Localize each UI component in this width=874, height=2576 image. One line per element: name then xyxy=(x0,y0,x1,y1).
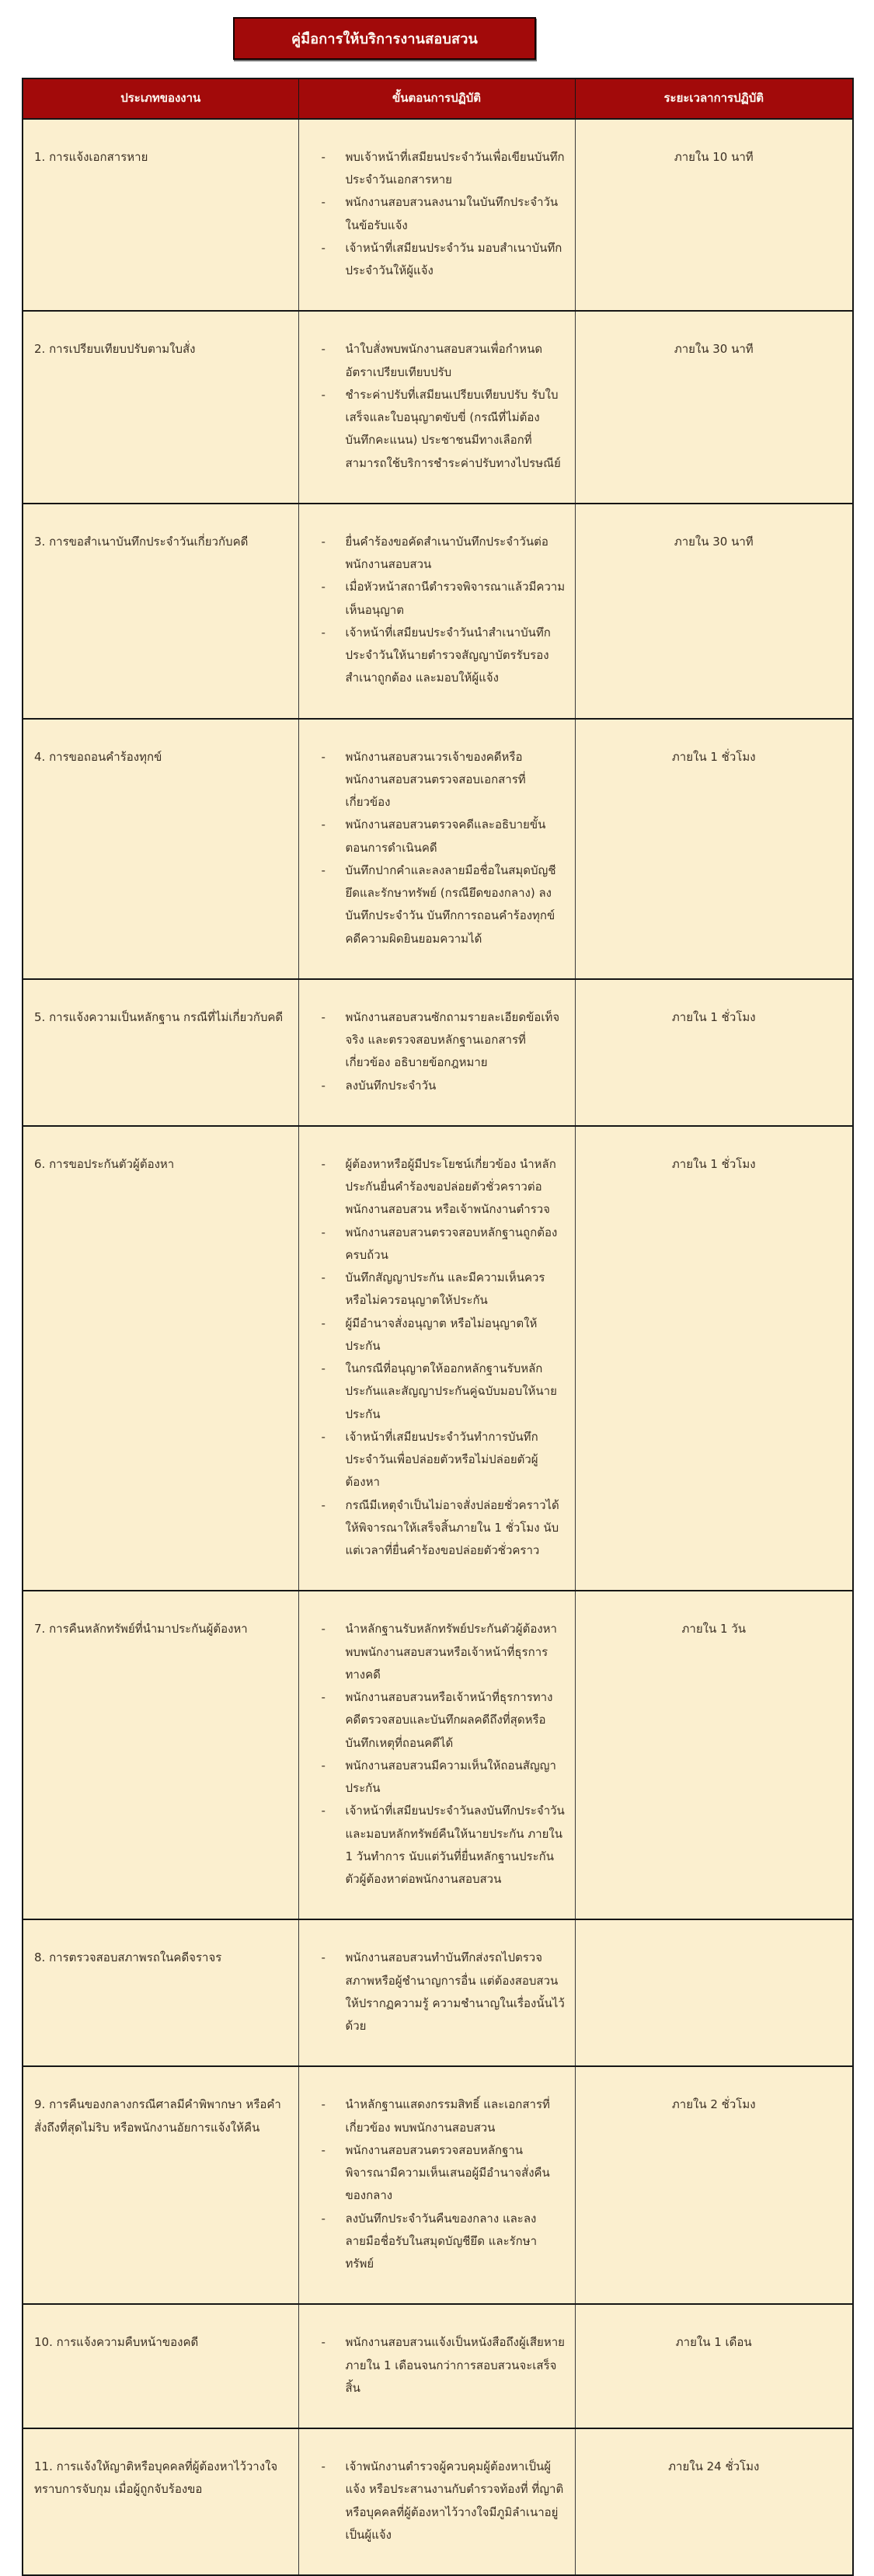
steps-cell xyxy=(298,2428,575,2575)
step-item xyxy=(312,1426,566,1494)
duration-cell xyxy=(575,119,853,312)
step-item xyxy=(312,576,566,622)
dash-bullet: - xyxy=(321,342,326,357)
work-type-cell xyxy=(23,1591,298,1919)
duration: ภายใน 2 ชั่วโมง xyxy=(671,2097,756,2112)
step-item xyxy=(312,1006,566,1075)
step-text: นำหลักฐานรับหลักทรัพย์ประกันตัวผู้ต้องหา พบพนักงานสอบสวนหรือเจ้าหน้าที่ธุรการทางคดี xyxy=(345,1622,557,1682)
step-text: ผู้ต้องหาหรือผู้มีประโยชน์เกี่ยวข้อง นำหลักประกันยื่นคำร้องขอปล่อยตัวชั่วคราวต่อพนักงานสอบสวน หรือเจ้าพนักงานตำรวจ xyxy=(345,1156,556,1217)
steps-cell xyxy=(298,1591,575,1919)
dash-bullet: - xyxy=(321,195,326,210)
dash-bullet: - xyxy=(321,2211,326,2226)
duration-cell xyxy=(575,311,853,504)
duration-cell xyxy=(575,719,853,979)
duration-cell xyxy=(575,2304,853,2428)
duration: ภายใน 1 เดือน xyxy=(675,2335,752,2350)
work-type: 8. การตรวจสอบสภาพรถในคดีจราจร xyxy=(34,1950,222,1965)
duration-cell xyxy=(575,979,853,1126)
table-row xyxy=(23,2304,853,2428)
work-type-cell xyxy=(23,119,298,312)
work-type: 9. การคืนของกลางกรณีศาลมีคำพิพากษา หรือคำสั่งถึงที่สุดไม่ริบ หรือพนักงานอัยการแจ้งให้คืน xyxy=(34,2097,281,2135)
duration: ภายใน 10 นาที xyxy=(674,149,754,164)
step-item xyxy=(312,1755,566,1800)
steps-cell xyxy=(298,311,575,504)
dash-bullet: - xyxy=(321,1622,326,1637)
work-type: 6. การขอประกันตัวผู้ต้องหา xyxy=(34,1156,175,1171)
step-text: พนักงานสอบสวนแจ้งเป็นหนังสือถึงผู้เสียหาย ภายใน 1 เดือนจนกว่าการสอบสวนจะเสร็จสิ้น xyxy=(345,2335,565,2395)
step-text: นำหลักฐานแสดงกรรมสิทธิ์ และเอกสารที่เกี่ยวข้อง พบพนักงานสอบสวน xyxy=(345,2097,550,2135)
work-type: 2. การเปรียบเทียบปรับตามใบสั่ง xyxy=(34,342,196,357)
work-type-cell xyxy=(23,1919,298,2066)
dash-bullet: - xyxy=(321,749,326,764)
step-text: พนักงานสอบสวนลงนามในบันทึกประจำวันในข้อรับแจ้ง xyxy=(345,195,559,232)
duration-cell xyxy=(575,1919,853,2066)
work-type-cell xyxy=(23,719,298,979)
step-text: เจ้าหน้าที่เสมียนประจำวันทำการบันทึกประจำวันเพื่อปล่อยตัวหรือไม่ปล่อยตัวผู้ต้องหา xyxy=(345,1429,538,1490)
table-row xyxy=(23,1126,853,1591)
step-item xyxy=(312,2331,566,2400)
work-type: 4. การขอถอนคำร้องทุกข์ xyxy=(34,749,162,764)
step-text: พนักงานสอบสวนตรวจคดีและอธิบายขั้นตอนการดำเนินคดี xyxy=(345,817,546,855)
duration-cell xyxy=(575,1591,853,1919)
dash-bullet: - xyxy=(321,1804,326,1818)
step-text: พนักงานสอบสวนซักถามรายละเอียดข้อเท็จจริง และตรวจสอบหลักฐานเอกสารที่ เกี่ยวข้อง อธิบายข้อกฎหมาย xyxy=(345,1009,560,1070)
dash-bullet: - xyxy=(321,1078,326,1093)
step-item xyxy=(312,1267,566,1312)
table-row xyxy=(23,119,853,312)
duration: ภายใน 1 วัน xyxy=(681,1622,746,1637)
dash-bullet: - xyxy=(321,1009,326,1024)
work-type: 11. การแจ้งให้ญาติหรือบุคคลที่ผู้ต้องหาไว้วางใจทราบการจับกุม เมื่อผู้ถูกจับร้องขอ xyxy=(34,2459,278,2497)
column-header-duration: ระยะเวลาการปฏิบัติ xyxy=(575,78,853,119)
table-row xyxy=(23,1591,853,1919)
step-text: บันทึกสัญญาประกัน และมีความเห็นควรหรือไม่ควรอนุญาตให้ประกัน xyxy=(345,1271,545,1308)
dash-bullet: - xyxy=(321,1429,326,1444)
step-text: บันทึกปากคำและลงลายมือชื่อในสมุดบัญชียึดและรักษาทรัพย์ (กรณียึดของกลาง) ลงบันทึกประจำวัน บันทึกการถอนคำร้องทุกข์ คดีความผิดยินยอมความได้ xyxy=(345,863,556,946)
work-type: 1. การแจ้งเอกสารหาย xyxy=(34,149,148,164)
dash-bullet: - xyxy=(321,2097,326,2112)
table-row xyxy=(23,1919,853,2066)
steps-cell xyxy=(298,1126,575,1591)
steps-cell xyxy=(298,719,575,979)
work-type-cell xyxy=(23,504,298,719)
step-item xyxy=(312,1075,566,1097)
steps-cell xyxy=(298,2304,575,2428)
step-text: ชำระค่าปรับที่เสมียนเปรียบเทียบปรับ รับใบเสร็จและใบอนุญาตขับขี่ (กรณีที่ไม่ต้องบันทึกคะแนน) ประชาชนมีทางเลือกที่สามารถใช้บริการชำระค่าปรับทางไปรษณีย์ xyxy=(345,387,561,470)
dash-bullet: - xyxy=(321,1497,326,1512)
table-row xyxy=(23,504,853,719)
step-text: ลงบันทึกประจำวันคืนของกลาง และลงลายมือชื่อรับในสมุดบัญชียึด และรักษาทรัพย์ xyxy=(345,2211,538,2271)
step-text: พนักงานสอบสวนมีความเห็นให้ถอนสัญญาประกัน xyxy=(345,1758,556,1795)
dash-bullet: - xyxy=(321,817,326,832)
work-type: 10. การแจ้งความคืบหน้าของคดี xyxy=(34,2335,199,2350)
work-type: 7. การคืนหลักทรัพย์ที่นำมาประกันผู้ต้องหา xyxy=(34,1622,248,1637)
page-title: คู่มือการให้บริการงานสอบสวน xyxy=(291,31,479,47)
step-item xyxy=(312,1618,566,1686)
step-item xyxy=(312,1686,566,1755)
column-header-work-type: ประเภทของงาน xyxy=(23,78,298,119)
duration: ภายใน 24 ชั่วโมง xyxy=(668,2459,760,2473)
work-type-cell xyxy=(23,979,298,1126)
dash-bullet: - xyxy=(321,1271,326,1285)
step-text: พนักงานสอบสวนตรวจสอบหลักฐานถูกต้องครบถ้วน xyxy=(345,1225,558,1262)
step-text: เจ้าหน้าที่เสมียนประจำวันนำสำเนาบันทึกประจำวันให้นายตำรวจสัญญาบัตรรับรองสำเนาถูกต้อง และมอบให้ผู้แจ้ง xyxy=(345,625,551,685)
table-row xyxy=(23,2066,853,2304)
dash-bullet: - xyxy=(321,1361,326,1375)
dash-bullet: - xyxy=(321,863,326,877)
work-type: 5. การแจ้งความเป็นหลักฐาน กรณีที่ไม่เกี่ยวกับคดี xyxy=(34,1009,284,1024)
duration: ภายใน 1 ชั่วโมง xyxy=(671,1009,756,1024)
step-text: พนักงานสอบสวนตรวจสอบหลักฐานพิจารณามีความเห็นเสนอผู้มีอำนาจสั่งคืนของกลาง xyxy=(345,2142,550,2203)
work-type: 3. การขอสำเนาบันทึกประจำวันเกี่ยวกับคดี xyxy=(34,534,249,549)
step-text: พบเจ้าหน้าที่เสมียนประจำวันเพื่อเขียนบันทึกประจำวันเอกสารหาย xyxy=(345,149,565,186)
steps-cell xyxy=(298,979,575,1126)
page-title-banner xyxy=(233,17,536,60)
dash-bullet: - xyxy=(321,1758,326,1773)
work-type-cell xyxy=(23,311,298,504)
step-item xyxy=(312,622,566,690)
dash-bullet: - xyxy=(321,1156,326,1171)
step-item xyxy=(312,2456,566,2546)
work-type-cell xyxy=(23,2304,298,2428)
step-item xyxy=(312,859,566,950)
work-type-cell xyxy=(23,1126,298,1591)
dash-bullet: - xyxy=(321,2142,326,2157)
duration: ภายใน 30 นาที xyxy=(674,534,754,549)
duration-cell xyxy=(575,2066,853,2304)
step-text: เมื่อหัวหน้าสถานีตำรวจพิจารณาแล้วมีความเห็นอนุญาต xyxy=(345,580,566,617)
table-row xyxy=(23,719,853,979)
step-item xyxy=(312,1358,566,1426)
duration: ภายใน 1 ชั่วโมง xyxy=(671,1156,756,1171)
step-text: เจ้าหน้าที่เสมียนประจำวัน มอบสำเนาบันทึกประจำวันให้ผู้แจ้ง xyxy=(345,240,562,277)
step-item xyxy=(312,2093,566,2139)
step-text: พนักงานสอบสวนหรือเจ้าหน้าที่ธุรการทางคดีตรวจสอบและบันทึกผลคดีถึงที่สุดหรือบันทึกเหตุที่ถอนคดีได้ xyxy=(345,1690,553,1750)
step-text: ผู้มีอำนาจสั่งอนุญาต หรือไม่อนุญาตให้ประกัน xyxy=(345,1316,538,1353)
dash-bullet: - xyxy=(321,2335,326,2350)
duration: ภายใน 30 นาที xyxy=(674,342,754,357)
dash-bullet: - xyxy=(321,2459,326,2473)
work-type-cell xyxy=(23,2066,298,2304)
step-text: นำใบสั่งพบพนักงานสอบสวนเพื่อกำหนดอัตราเปรียบเทียบปรับ xyxy=(345,342,543,379)
dash-bullet: - xyxy=(321,1225,326,1239)
steps-cell xyxy=(298,119,575,312)
step-text: พนักงานสอบสวนเวรเจ้าของคดีหรือพนักงานสอบสวนตรวจสอบเอกสารที่เกี่ยวข้อง xyxy=(345,749,526,809)
duration-cell xyxy=(575,2428,853,2575)
step-text: ยื่นคำร้องขอคัดสำเนาบันทึกประจำวันต่อพนักงานสอบสวน xyxy=(345,534,548,571)
step-item xyxy=(312,814,566,859)
step-text: กรณีมีเหตุจำเป็นไม่อาจสั่งปล่อยชั่วคราวได้ให้พิจารณาให้เสร็จสิ้นภายใน 1 ชั่วโมง นับแต่เวลาที่ยื่นคำร้องขอปล่อยตัวชั่วคราว xyxy=(345,1497,559,1557)
step-item xyxy=(312,1153,566,1222)
step-item xyxy=(312,191,566,237)
step-item xyxy=(312,1312,566,1358)
step-item xyxy=(312,1222,566,1267)
table-row xyxy=(23,2428,853,2575)
step-item xyxy=(312,746,566,814)
dash-bullet: - xyxy=(321,1950,326,1965)
step-text: พนักงานสอบสวนทำบันทึกส่งรถไปตรวจสภาพหรือผู้ชำนาญการอื่น แต่ต้องสอบสวนให้ปรากฏความรู้ ความชำนาญในเรื่องนั้นไว้ด้วย xyxy=(345,1950,565,2033)
header-row xyxy=(23,78,853,119)
step-text: ลงบันทึกประจำวัน xyxy=(345,1078,437,1093)
step-item xyxy=(312,146,566,192)
table-row xyxy=(23,979,853,1126)
step-text: เจ้าหน้าที่เสมียนประจำวันลงบันทึกประจำวัน และมอบหลักทรัพย์คืนให้นายประกัน ภายใน 1 วันทำการ นับแต่วันที่ยื่นหลักฐานประกันตัวผู้ต้องหาต่อพนักงานสอบสวน xyxy=(345,1804,565,1886)
steps-cell xyxy=(298,2066,575,2304)
step-item xyxy=(312,531,566,577)
duration-cell xyxy=(575,504,853,719)
dash-bullet: - xyxy=(321,240,326,255)
step-text: เจ้าพนักงานตำรวจผู้ควบคุมผู้ต้องหาเป็นผู้แจ้ง หรือประสานงานกับตำรวจท้องที่ ที่ญาติหรือบุคคลที่ผู้ต้องหาไว้วางใจมีภูมิลำเนาอยู่เป็นผู้แจ้ง xyxy=(345,2459,564,2542)
step-item xyxy=(312,1800,566,1891)
steps-cell xyxy=(298,504,575,719)
step-item xyxy=(312,2208,566,2276)
step-item xyxy=(312,384,566,475)
dash-bullet: - xyxy=(321,149,326,164)
step-text: ในกรณีที่อนุญาตให้ออกหลักฐานรับหลักประกันและสัญญาประกันคู่ฉบับมอบให้นายประกัน xyxy=(345,1361,557,1421)
step-item xyxy=(312,1947,566,2037)
column-header-procedure: ขั้นตอนการปฏิบัติ xyxy=(298,78,575,119)
step-item xyxy=(312,2139,566,2208)
duration-cell xyxy=(575,1126,853,1591)
work-type-cell xyxy=(23,2428,298,2575)
steps-cell xyxy=(298,1919,575,2066)
duration: ภายใน 1 ชั่วโมง xyxy=(671,749,756,764)
step-item xyxy=(312,237,566,283)
service-manual-table xyxy=(22,78,854,2576)
step-item xyxy=(312,1494,566,1563)
table-row xyxy=(23,311,853,504)
dash-bullet: - xyxy=(321,580,326,594)
dash-bullet: - xyxy=(321,1690,326,1704)
dash-bullet: - xyxy=(321,625,326,640)
dash-bullet: - xyxy=(321,534,326,549)
step-item xyxy=(312,338,566,384)
dash-bullet: - xyxy=(321,1316,326,1330)
dash-bullet: - xyxy=(321,387,326,402)
